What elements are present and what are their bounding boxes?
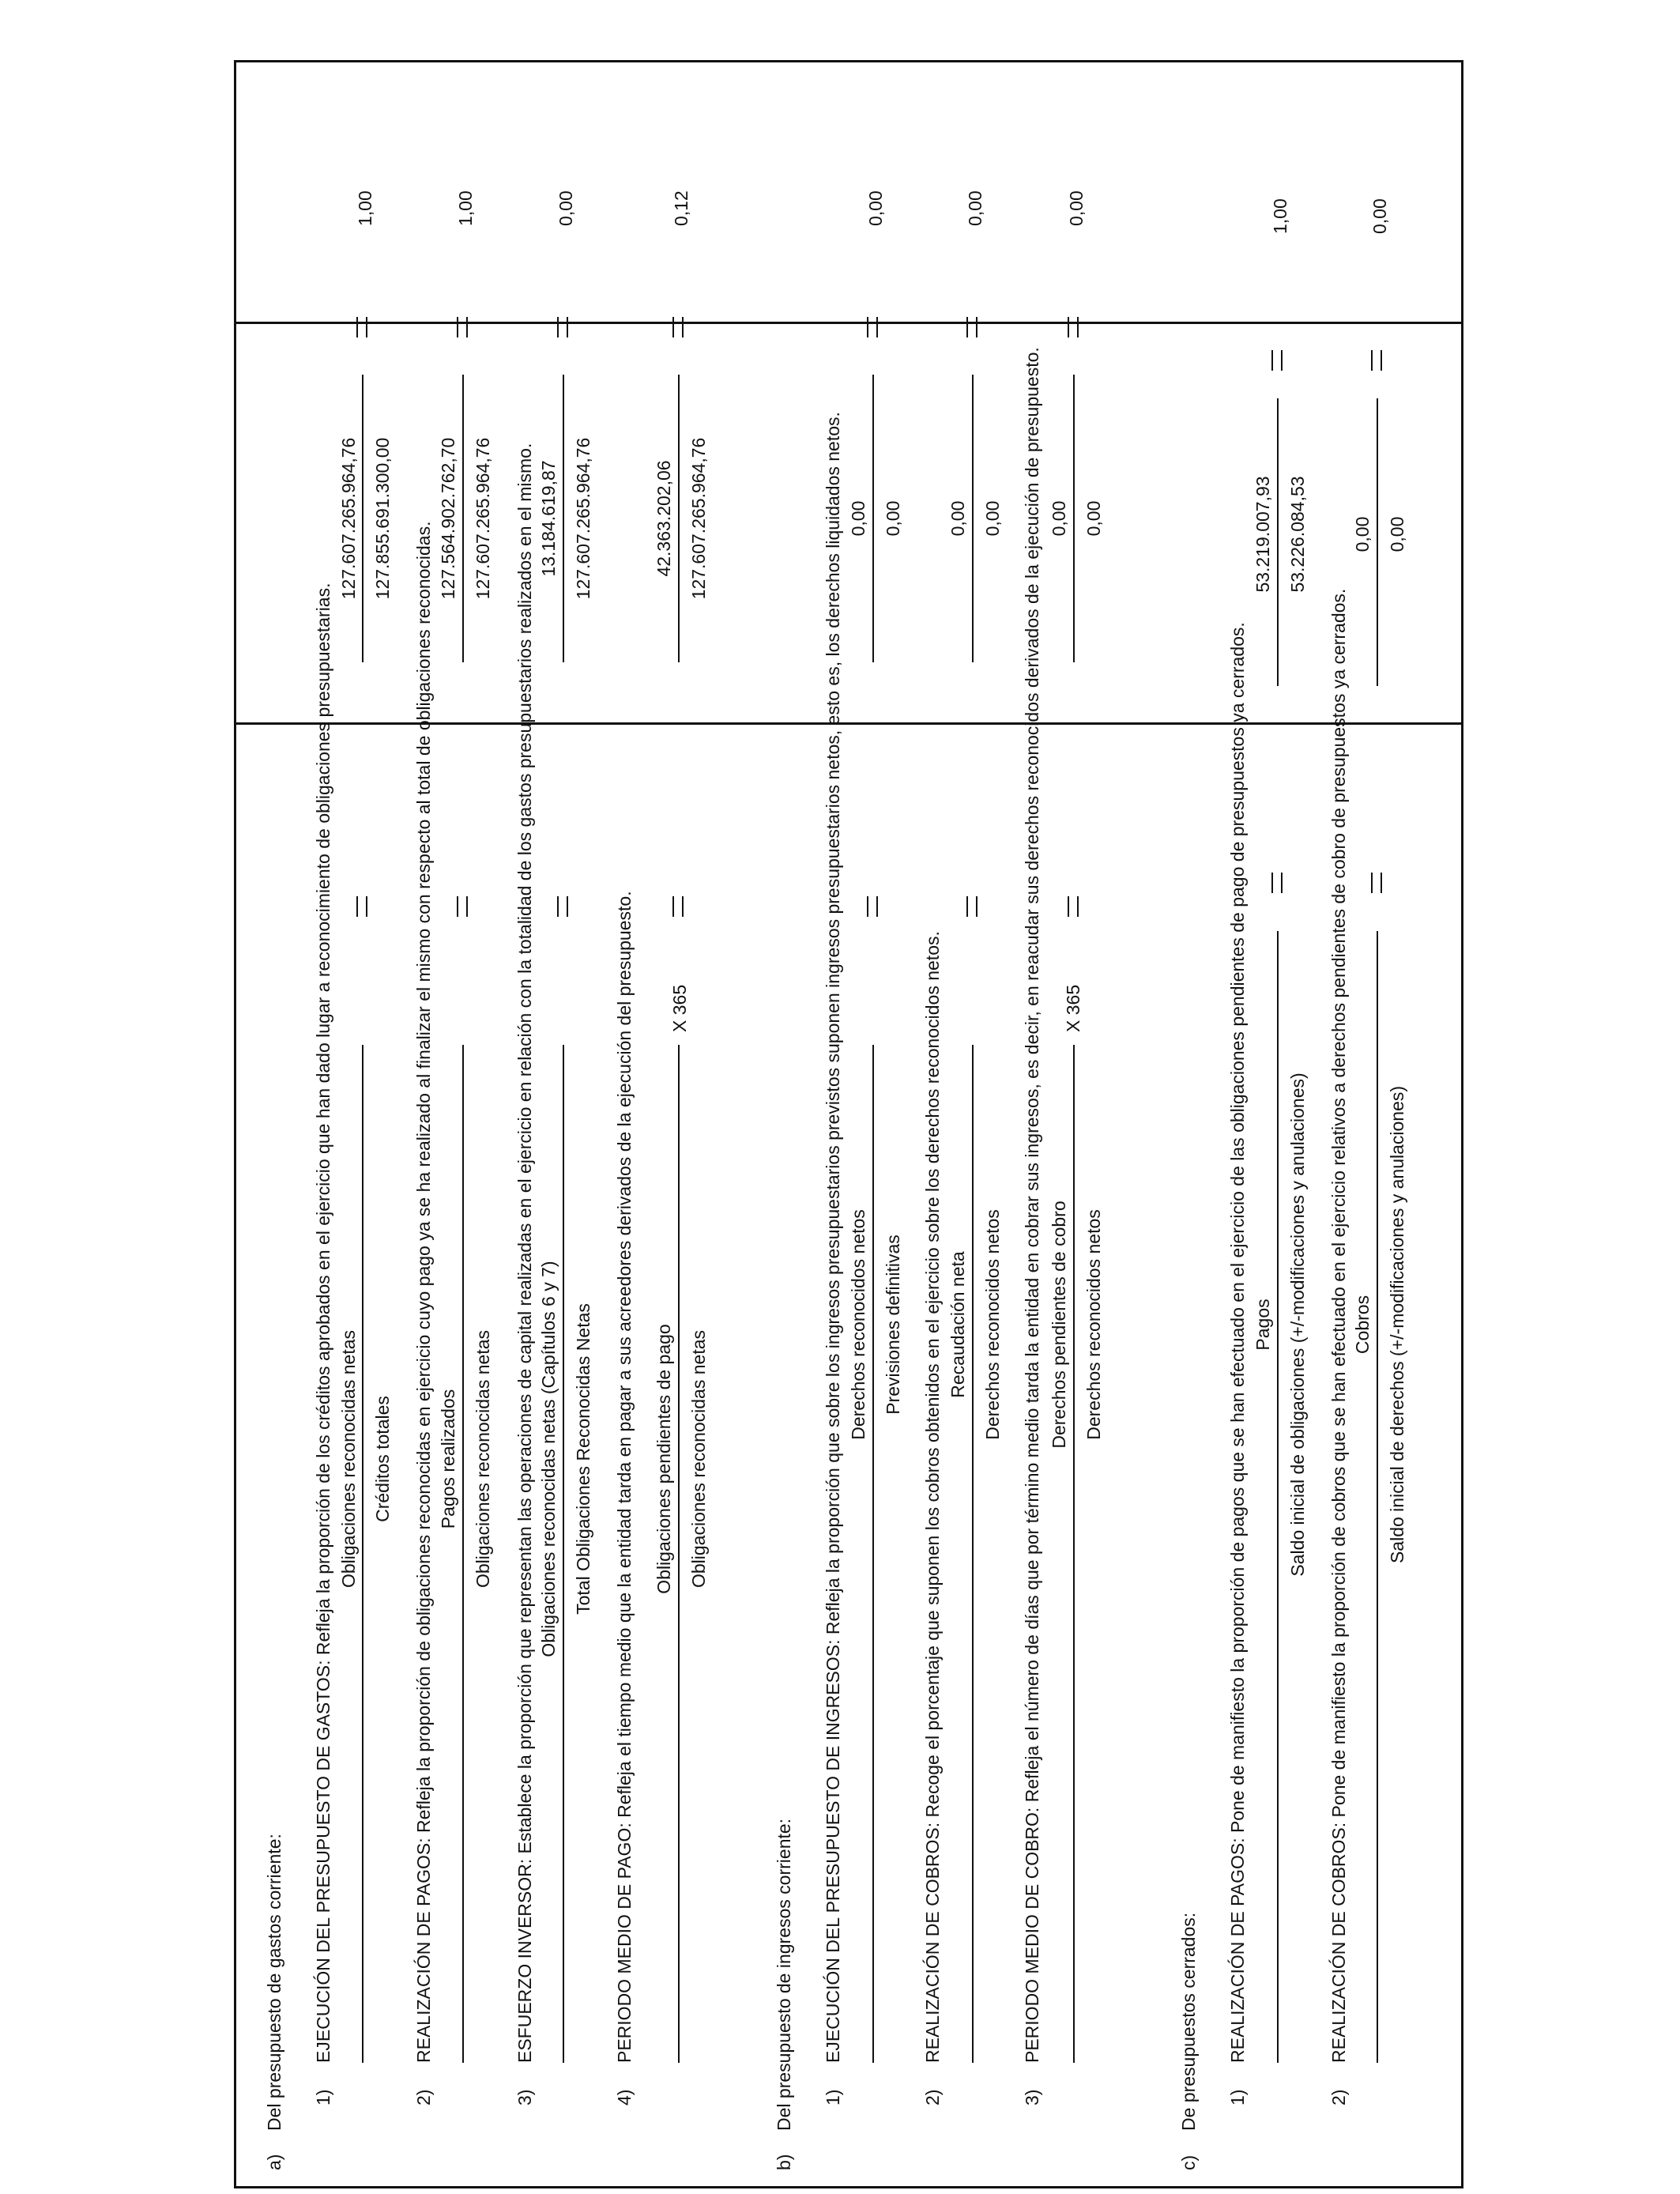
value-fraction-line [563, 375, 564, 662]
numerator-label: Derechos reconocidos netos [848, 1209, 868, 1440]
fraction-line [1377, 931, 1378, 2063]
equals-sign [1068, 896, 1079, 917]
numerator-label: Obligaciones reconocidas netas [338, 1329, 359, 1589]
numerator-label: Recaudación neta [947, 1251, 968, 1398]
item-heading: REALIZACIÓN DE COBROS: Pone de manifiesto la proporción de cobros que se han efectuado en el ejercicio relativos a derechos pendientes de cobro de presupuestos ya cerrados. [1328, 588, 1349, 2063]
denominator-value: 0,00 [1083, 500, 1104, 537]
value-fraction-line [362, 375, 363, 662]
denominator-label: Derechos reconocidos netos [1083, 1209, 1104, 1440]
result-value: 0,12 [671, 190, 691, 226]
value-fraction-line [462, 375, 464, 662]
item-number: 2) [1328, 2089, 1349, 2105]
value-fraction-line [972, 375, 974, 662]
equals-sign [1068, 317, 1079, 337]
denominator-value: 127.855.691.300,00 [372, 437, 393, 600]
item-number: 2) [922, 2089, 943, 2105]
denominator-value: 0,00 [1387, 516, 1407, 552]
equals-sign [867, 317, 878, 337]
fraction-line [1073, 1045, 1075, 2063]
denominator-value: 0,00 [982, 500, 1003, 537]
denominator-label: Previsiones definitivas [883, 1235, 903, 1415]
numerator-value: 0,00 [1049, 500, 1069, 537]
section-c-letter: c) [1178, 2154, 1199, 2170]
result-value: 1,00 [455, 190, 476, 226]
equals-sign [356, 896, 367, 917]
item-number: 3) [1022, 2089, 1042, 2105]
result-value: 0,00 [1369, 198, 1390, 234]
result-value: 0,00 [865, 190, 886, 226]
numerator-label: Obligaciones pendientes de pago [654, 1324, 674, 1594]
equals-sign [557, 896, 568, 917]
numerator-value: 42.363.202,06 [654, 460, 674, 577]
value-fraction-line [1277, 398, 1279, 686]
item-heading: REALIZACIÓN DE PAGOS: Refleja la proporción de obligaciones reconocidas en ejercicio cuyo pago ya se ha realizado al finalizar el mismo con respecto al total de obligaciones reconocidas. [413, 521, 434, 2063]
item-number: 1) [1227, 2089, 1248, 2105]
denominator-label: Total Obligaciones Reconocidas Netas [573, 1303, 593, 1615]
section-b-title: Del presupuesto de ingresos corriente: [774, 1818, 794, 2131]
item-number: 4) [614, 2089, 635, 2105]
denominator-value: 0,00 [883, 500, 903, 537]
equals-sign [672, 317, 684, 337]
fraction-line [872, 1045, 874, 2063]
equals-sign [1271, 350, 1283, 371]
numerator-value: 0,00 [848, 500, 868, 537]
fraction-line [972, 1045, 974, 2063]
equals-sign [457, 896, 468, 917]
equals-sign [457, 317, 468, 337]
fraction-line [563, 1045, 564, 2063]
denominator-value: 127.607.265.964,76 [473, 437, 493, 600]
value-fraction-line [1073, 375, 1075, 662]
result-value: 0,00 [1066, 190, 1087, 226]
numerator-label: Derechos pendientes de cobro [1049, 1201, 1069, 1449]
equals-sign [356, 317, 367, 337]
multiplier: X 365 [1063, 984, 1083, 1032]
denominator-label: Obligaciones reconocidas netas [688, 1329, 709, 1589]
equals-sign [557, 317, 568, 337]
denominator-label: Obligaciones reconocidas netas [473, 1329, 493, 1589]
item-number: 2) [413, 2089, 434, 2105]
numerator-label: Pagos realizados [438, 1389, 458, 1529]
numerator-value: 0,00 [1352, 516, 1373, 552]
equals-sign [1371, 350, 1382, 371]
result-value: 1,00 [355, 190, 375, 226]
numerator-label: Cobros [1352, 1295, 1373, 1355]
item-heading: REALIZACIÓN DE COBROS: Recoge el porcentaje que suponen los cobros obtenidos en el ejercicio sobre los derechos reconocidos netos. [922, 931, 943, 2063]
item-number: 1) [823, 2089, 843, 2105]
fraction-line [462, 1045, 464, 2063]
numerator-value: 13.184.619,87 [538, 460, 559, 577]
fraction-line [678, 1045, 680, 2063]
item-heading: PERIODO MEDIO DE COBRO: Refleja el número de días que por término medio tarda la entidad en cobrar sus ingresos, es decir, en reacudar sus derechos reconocidos derivados de la ejecución de presupuesto. [1022, 347, 1042, 2063]
denominator-label: Créditos totales [372, 1396, 393, 1522]
item-heading: REALIZACIÓN DE PAGOS: Pone de manifiesto la proporción de pagos que se han efectuado en el ejercicio de las obligaciones pendientes de pago de presupuestos ya cerrados. [1227, 622, 1248, 2063]
item-heading: ESFUERZO INVERSOR: Establece la proporción que representan las operaciones de capital realizadas en el ejercicio en relación con la totalidad de los gastos presupuestarios realizados en el mismo. [514, 443, 535, 2063]
fraction-line [362, 1045, 363, 2063]
section-c-title: De presupuestos cerrados: [1178, 1912, 1199, 2131]
item-heading: PERIODO MEDIO DE PAGO: Refleja el tiempo medio que la entidad tarda en pagar a sus acreedores derivados de la ejecución del presupuesto. [614, 891, 635, 2063]
equals-sign [966, 317, 977, 337]
numerator-value: 127.607.265.964,76 [338, 437, 359, 600]
numerator-value: 127.564.902.762,70 [438, 437, 458, 600]
item-number: 1) [313, 2089, 333, 2105]
fraction-line [1277, 931, 1279, 2063]
value-fraction-line [872, 375, 874, 662]
denominator-value: 127.607.265.964,76 [573, 437, 593, 600]
denominator-value: 53.226.084,53 [1287, 476, 1308, 593]
denominator-label: Derechos reconocidos netos [982, 1209, 1003, 1440]
value-fraction-line [1377, 398, 1378, 686]
denominator-value: 127.607.265.964,76 [688, 437, 709, 600]
numerator-value: 0,00 [947, 500, 968, 537]
denominator-label: Saldo inicial de derechos (+/-modificaciones y anulaciones) [1387, 1085, 1407, 1564]
multiplier: X 365 [669, 984, 690, 1032]
denominator-label: Saldo inicial de obligaciones (+/-modificaciones y anulaciones) [1287, 1072, 1308, 1577]
equals-sign [672, 896, 684, 917]
value-fraction-line [678, 375, 680, 662]
section-a-letter: a) [264, 2154, 284, 2170]
item-heading: EJECUCIÓN DEL PRESUPUESTO DE GASTOS: Refleja la proporción de los créditos aprobados en el ejercicio que han dado lugar a reconocimiento de obligaciones presupuestarias. [313, 582, 333, 2063]
section-b-letter: b) [774, 2154, 794, 2170]
equals-sign [1371, 873, 1382, 893]
equals-sign [1271, 873, 1283, 893]
result-value: 1,00 [1270, 198, 1290, 234]
numerator-value: 53.219.007,93 [1252, 476, 1273, 593]
numerator-label: Pagos [1252, 1299, 1273, 1351]
equals-sign [867, 896, 878, 917]
numerator-label: Obligaciones reconocidas netas (Capítulos 6 y 7) [538, 1261, 559, 1657]
result-value: 0,00 [965, 190, 985, 226]
section-c-frame [234, 60, 1463, 324]
item-number: 3) [514, 2089, 535, 2105]
result-value: 0,00 [556, 190, 576, 226]
section-a-title: Del presupuesto de gastos corriente: [264, 1834, 284, 2131]
equals-sign [966, 896, 977, 917]
item-heading: EJECUCIÓN DEL PRESUPUESTO DE INGRESOS: Refleja la proporción que sobre los ingresos presupuestarios previstos suponen ingresos presupuestarios netos, esto es, los derechos liquidados netos. [823, 412, 843, 2063]
